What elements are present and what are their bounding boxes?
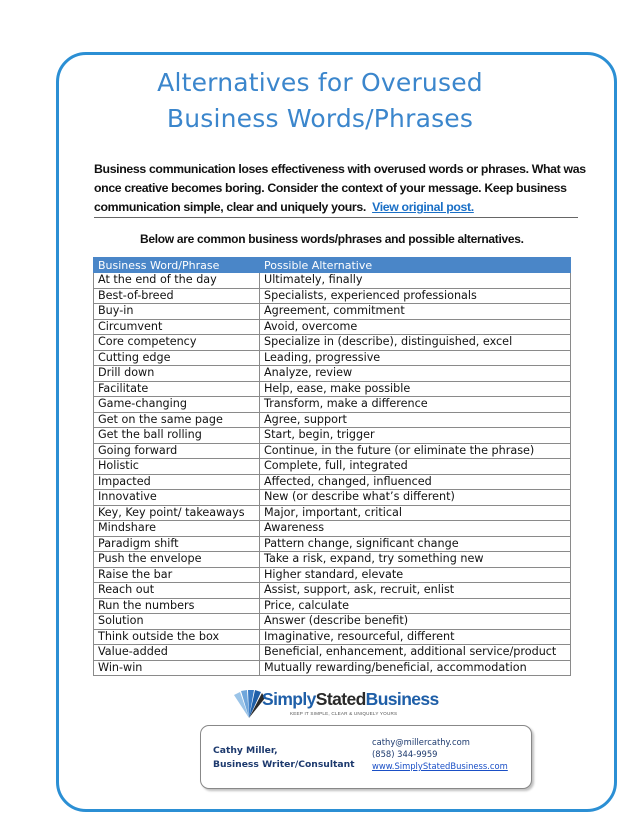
alternative-cell: Avoid, overcome bbox=[260, 319, 571, 335]
phrase-cell: Think outside the box bbox=[94, 629, 260, 645]
alternative-cell: Specialize in (describe), distinguished, excel bbox=[260, 335, 571, 351]
alternative-cell: Leading, progressive bbox=[260, 350, 571, 366]
phrase-cell: Raise the bar bbox=[94, 567, 260, 583]
alternative-cell: Transform, make a difference bbox=[260, 397, 571, 413]
contact-card bbox=[200, 725, 532, 789]
alternative-cell: New (or describe what’s different) bbox=[260, 490, 571, 506]
table-intro-heading: Below are common business words/phrases and possible alternatives. bbox=[140, 232, 524, 246]
table-row bbox=[94, 335, 571, 351]
alternative-cell: Assist, support, ask, recruit, enlist bbox=[260, 583, 571, 599]
phrase-cell: Push the envelope bbox=[94, 552, 260, 568]
table-row bbox=[94, 614, 571, 630]
fan-icon bbox=[232, 689, 266, 719]
contact-email[interactable]: cathy@millercathy.com bbox=[372, 737, 470, 747]
alternative-cell: Complete, full, integrated bbox=[260, 459, 571, 475]
phrase-cell: Best-of-breed bbox=[94, 288, 260, 304]
table-row bbox=[94, 505, 571, 521]
table-row bbox=[94, 567, 571, 583]
table-row bbox=[94, 304, 571, 320]
phrase-cell: Going forward bbox=[94, 443, 260, 459]
simply-stated-business-logo bbox=[232, 689, 439, 723]
logo-word-business: Business bbox=[365, 689, 439, 709]
alternative-cell: Ultimately, finally bbox=[260, 273, 571, 289]
logo-wordmark bbox=[262, 689, 439, 710]
phrase-cell: Core competency bbox=[94, 335, 260, 351]
alternative-cell: Awareness bbox=[260, 521, 571, 537]
alternative-cell: Start, begin, trigger bbox=[260, 428, 571, 444]
alternative-cell: Beneficial, enhancement, additional service/product bbox=[260, 645, 571, 661]
table-row bbox=[94, 459, 571, 475]
phrase-cell: Buy-in bbox=[94, 304, 260, 320]
table-row bbox=[94, 366, 571, 382]
alternative-cell: Take a risk, expand, try something new bbox=[260, 552, 571, 568]
phrase-cell: Game-changing bbox=[94, 397, 260, 413]
phrase-cell: Mindshare bbox=[94, 521, 260, 537]
table-row bbox=[94, 629, 571, 645]
alternative-cell: Major, important, critical bbox=[260, 505, 571, 521]
intro-text: Business communication loses effectiveness with overused words or phrases. What was once creative becomes boring. Consider the context of your message. Keep business communication simple, clear and uniquely yours. bbox=[94, 162, 586, 214]
table-row bbox=[94, 660, 571, 676]
alternative-cell: Mutually rewarding/beneficial, accommodation bbox=[260, 660, 571, 676]
alternative-cell: Pattern change, significant change bbox=[260, 536, 571, 552]
table-row bbox=[94, 397, 571, 413]
phrase-cell: Get the ball rolling bbox=[94, 428, 260, 444]
table-body bbox=[94, 273, 571, 676]
column-header-phrase: Business Word/Phrase bbox=[94, 258, 260, 273]
phrase-cell: Solution bbox=[94, 614, 260, 630]
alternative-cell: Specialists, experienced professionals bbox=[260, 288, 571, 304]
table-row bbox=[94, 288, 571, 304]
phrase-cell: Drill down bbox=[94, 366, 260, 382]
author-role: Business Writer/Consultant bbox=[213, 759, 355, 770]
page-title-line-1: Alternatives for Overused bbox=[157, 68, 483, 97]
phrase-cell: Cutting edge bbox=[94, 350, 260, 366]
author-name: Cathy Miller, bbox=[213, 745, 278, 756]
intro-paragraph bbox=[94, 160, 592, 217]
table-row bbox=[94, 428, 571, 444]
logo-word-simply: Simply bbox=[262, 689, 316, 709]
alternative-cell: Continue, in the future (or eliminate the phrase) bbox=[260, 443, 571, 459]
table-row bbox=[94, 521, 571, 537]
column-header-alternative: Possible Alternative bbox=[260, 258, 571, 273]
table-row bbox=[94, 583, 571, 599]
alternative-cell: Price, calculate bbox=[260, 598, 571, 614]
view-original-post-link[interactable]: View original post. bbox=[372, 200, 474, 214]
contact-details bbox=[372, 736, 508, 772]
contact-website-link[interactable]: www.SimplyStatedBusiness.com bbox=[372, 761, 508, 771]
alternative-cell: Help, ease, make possible bbox=[260, 381, 571, 397]
phrase-cell: Facilitate bbox=[94, 381, 260, 397]
phrase-cell: Paradigm shift bbox=[94, 536, 260, 552]
alternative-cell: Analyze, review bbox=[260, 366, 571, 382]
phrase-cell: Impacted bbox=[94, 474, 260, 490]
page-title-line-2: Business Words/Phrases bbox=[166, 104, 474, 133]
logo-word-stated: Stated bbox=[315, 689, 366, 709]
alternative-cell: Answer (describe benefit) bbox=[260, 614, 571, 630]
divider bbox=[94, 217, 578, 218]
alternative-cell: Imaginative, resourceful, different bbox=[260, 629, 571, 645]
alternative-cell: Agreement, commitment bbox=[260, 304, 571, 320]
table-row bbox=[94, 443, 571, 459]
alternative-cell: Higher standard, elevate bbox=[260, 567, 571, 583]
table-row bbox=[94, 536, 571, 552]
table-row bbox=[94, 350, 571, 366]
logo-tagline: KEEP IT SIMPLE, CLEAR & UNIQUELY YOURS bbox=[290, 711, 398, 716]
table-row bbox=[94, 645, 571, 661]
table-row bbox=[94, 474, 571, 490]
phrase-cell: Run the numbers bbox=[94, 598, 260, 614]
phrase-cell: Reach out bbox=[94, 583, 260, 599]
alternative-cell: Affected, changed, influenced bbox=[260, 474, 571, 490]
phrase-cell: Holistic bbox=[94, 459, 260, 475]
phrase-cell: Innovative bbox=[94, 490, 260, 506]
table-row bbox=[94, 552, 571, 568]
table-row bbox=[94, 381, 571, 397]
table-row bbox=[94, 598, 571, 614]
phrase-cell: At the end of the day bbox=[94, 273, 260, 289]
alternatives-table bbox=[93, 257, 571, 676]
phrase-cell: Win-win bbox=[94, 660, 260, 676]
author-block bbox=[213, 744, 355, 772]
table-header-row bbox=[94, 258, 571, 273]
table-row bbox=[94, 319, 571, 335]
phrase-cell: Circumvent bbox=[94, 319, 260, 335]
phrase-cell: Key, Key point/ takeaways bbox=[94, 505, 260, 521]
phrase-cell: Get on the same page bbox=[94, 412, 260, 428]
contact-phone: (858) 344-9959 bbox=[372, 749, 438, 759]
alternative-cell: Agree, support bbox=[260, 412, 571, 428]
phrase-cell: Value-added bbox=[94, 645, 260, 661]
table-row bbox=[94, 490, 571, 506]
table-row bbox=[94, 412, 571, 428]
table-row bbox=[94, 273, 571, 289]
